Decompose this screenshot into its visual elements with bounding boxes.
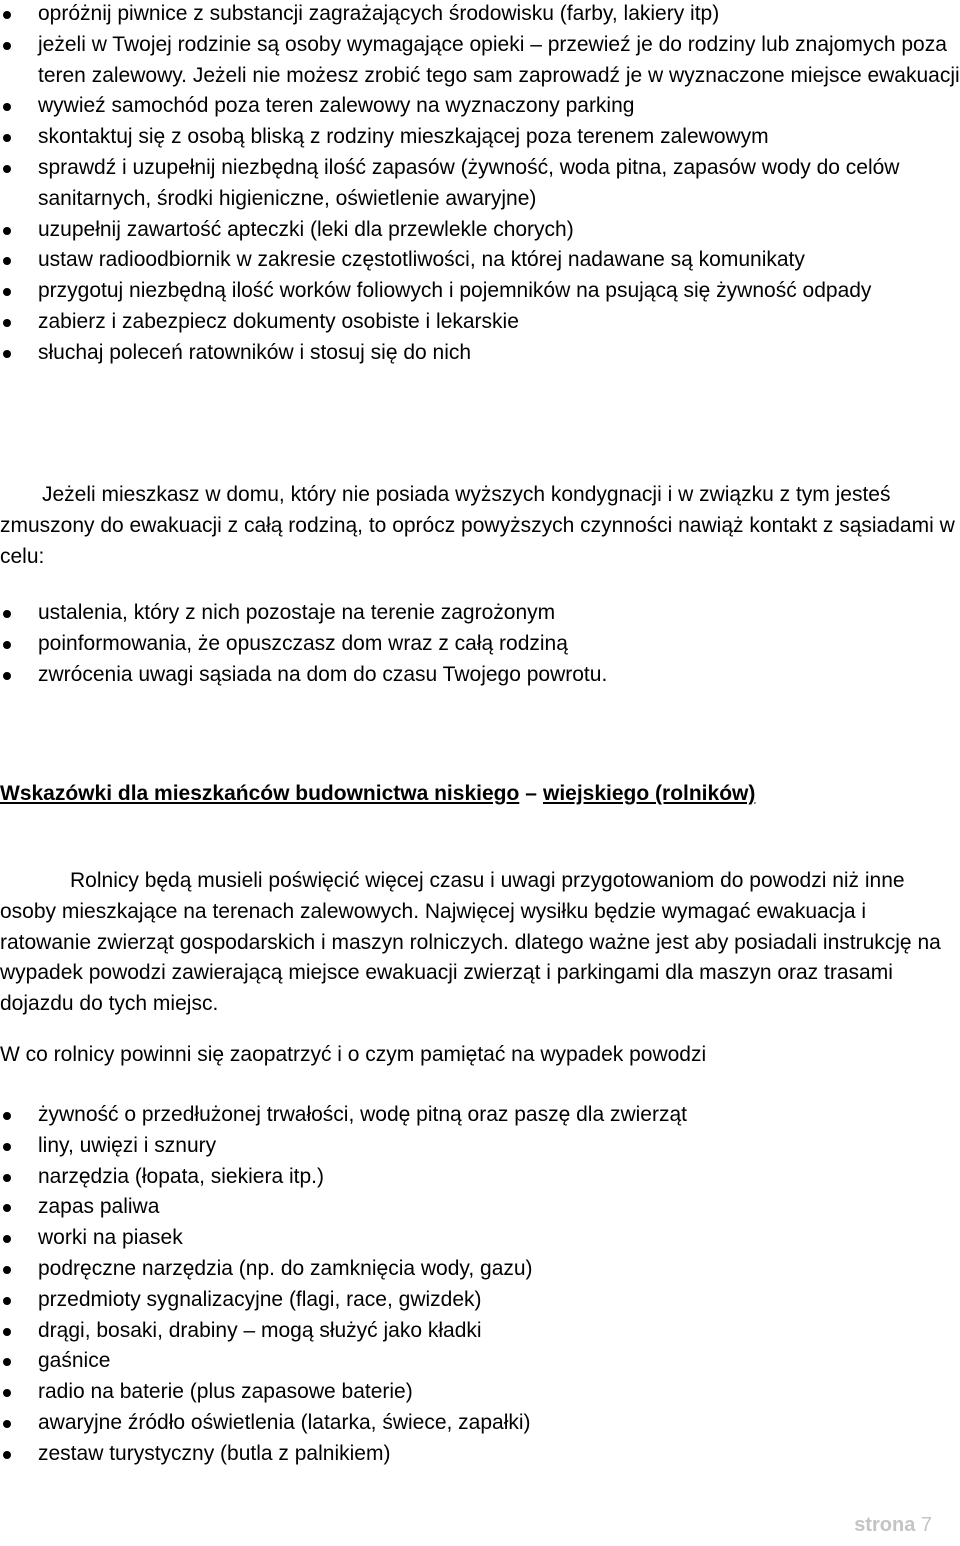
list-item-text: drągi, bosaki, drabiny – mogą służyć jako kładki [38,1318,482,1342]
list-item [0,1192,960,1223]
page-number: 7 [920,1514,932,1536]
heading-part-1: Wskazówki dla mieszkańców budownictwa niskiego [0,782,520,805]
list-item-text: uzupełnij zawartość apteczki (leki dla przewlekle chorych) [38,217,574,241]
list-item-text: gaśnice [38,1349,111,1373]
bullet-icon [3,165,11,173]
bullet-icon [3,227,11,235]
bullet-icon [3,42,11,50]
bullet-icon [3,1112,11,1120]
list-item [0,1162,960,1193]
list-item-text: zapas paliwa [38,1195,160,1219]
list-item [0,215,960,246]
bullet-icon [3,610,11,618]
heading-dash: – [525,782,537,805]
heading-part-2: wiejskiego (rolników) [542,782,756,805]
list-item-text: jeżeli w Twojej rodzinie są osoby wymagające opieki – przewieź je do rodziny lub znajomych poza teren zalewowy. Jeżeli nie możesz zrobić tego sam zaprowadź je w wyznaczone miejsce ewakuacji [38,32,960,87]
bullet-icon [3,1451,11,1459]
list-item [0,276,960,307]
list-item-text: ustaw radioodbiornik w zakresie częstotliwości, na której nadawane są komunikaty [38,248,805,272]
list-item [0,598,960,629]
list-item-text: wywieź samochód poza teren zalewowy na wyznaczony parking [38,94,635,118]
list-item-text: opróżnij piwnice z substancji zagrażających środowisku (farby, lakiery itp) [38,2,720,25]
list-item-text: worki na piasek [38,1226,183,1250]
list-item [0,660,960,691]
list-item [0,245,960,276]
neighbor-contact-list [0,598,960,690]
bullet-icon [3,350,11,358]
bullet-icon [3,103,11,111]
list-item-text: przedmioty sygnalizacyjne (flagi, race, gwizdek) [38,1287,482,1311]
bullet-icon [3,1297,11,1305]
list-item [0,1285,960,1316]
bullet-icon [3,1358,11,1366]
bullet-icon [3,1235,11,1243]
bullet-icon [3,1420,11,1428]
list-item-text: ustalenia, który z nich pozostaje na terenie zagrożonym [38,601,556,624]
list-item-text: zwrócenia uwagi sąsiada na dom do czasu Twojego powrotu. [38,662,608,686]
bullet-icon [3,1389,11,1397]
list-item [0,1408,960,1439]
list-item [0,30,960,92]
list-item [0,1131,960,1162]
bullet-icon [3,672,11,680]
list-item [0,1316,960,1347]
bullet-icon [3,288,11,296]
list-item [0,91,960,122]
evacuation-paragraph: Jeżeli mieszkasz w domu, który nie posiada wyższych kondygnacji i w związku z tym jesteś zmuszony do ewakuacji z całą rodziną, to oprócz powyższych czynności nawiąż kontakt z sąsiadami w celu: [0,483,955,568]
bullet-icon [3,257,11,265]
bullet-icon [3,1328,11,1336]
farmers-supplies-list [0,1100,960,1470]
list-item-text: narzędzia (łopata, siekiera itp.) [38,1164,324,1188]
list-item [0,307,960,338]
list-item-text: liny, uwięzi i sznury [38,1133,217,1157]
list-item [0,1223,960,1254]
farmers-supplies-intro: W co rolnicy powinni się zaopatrzyć i o czym pamiętać na wypadek powodzi [0,1043,707,1066]
list-item-text: żywność o przedłużonej trwałości, wodę pitną oraz paszę dla zwierząt [38,1103,687,1126]
list-item-text: słuchaj poleceń ratowników i stosuj się do nich [38,340,472,364]
list-item-text: zestaw turystyczny (butla z palnikiem) [38,1441,391,1465]
list-item-text: awaryjne źródło oświetlenia (latarka, świece, zapałki) [38,1410,531,1434]
list-item [0,629,960,660]
bullet-icon [3,1266,11,1274]
list-item [0,122,960,153]
farmers-intro-paragraph: Rolnicy będą musieli poświęcić więcej czasu i uwagi przygotowaniom do powodzi niż inne osoby mieszkające na terenach zalewowych. Najwięcej wysiłku będzie wymagać ewakuacja i ratowanie zwierząt gospodarskich i maszyn rolniczych. dlatego ważne jest aby posiadali instrukcję na wypadek powodzi zawierającą miejsce ewakuacji zwierząt i parkingami dla maszyn oraz trasami dojazdu do tych miejsc. [0,869,941,1016]
list-item [0,1346,960,1377]
bullet-icon [3,134,11,142]
list-item-text: poinformowania, że opuszczasz dom wraz z całą rodziną [38,631,568,655]
list-item-text: zabierz i zabezpiecz dokumenty osobiste i lekarskie [38,309,519,333]
bullet-icon [3,1174,11,1182]
list-item-text: sprawdź i uzupełnij niezbędną ilość zapasów (żywność, woda pitna, zapasów wody do celów sanitarnych, środki higieniczne, oświetlenie awaryjne) [38,155,900,210]
section-heading [0,779,958,810]
list-item-text: skontaktuj się z osobą bliską z rodziny mieszkającej poza terenem zalewowym [38,125,769,149]
page-footer [854,1514,932,1537]
bullet-icon [3,641,11,649]
preparation-checklist [0,0,960,369]
bullet-icon [3,1204,11,1212]
bullet-icon [3,1143,11,1151]
list-item [0,1377,960,1408]
page-label: strona [854,1514,916,1536]
list-item-text: podręczne narzędzia (np. do zamknięcia wody, gazu) [38,1256,533,1280]
bullet-icon [3,319,11,327]
list-item [0,153,960,215]
list-item [0,338,960,369]
list-item [0,1100,960,1131]
list-item-text: przygotuj niezbędną ilość worków foliowych i pojemników na psującą się żywność odpady [38,279,872,303]
list-item [0,1439,960,1470]
list-item-text: radio na baterie (plus zapasowe baterie) [38,1380,413,1404]
list-item [0,1254,960,1285]
bullet-icon [3,11,11,19]
list-item [0,0,960,30]
